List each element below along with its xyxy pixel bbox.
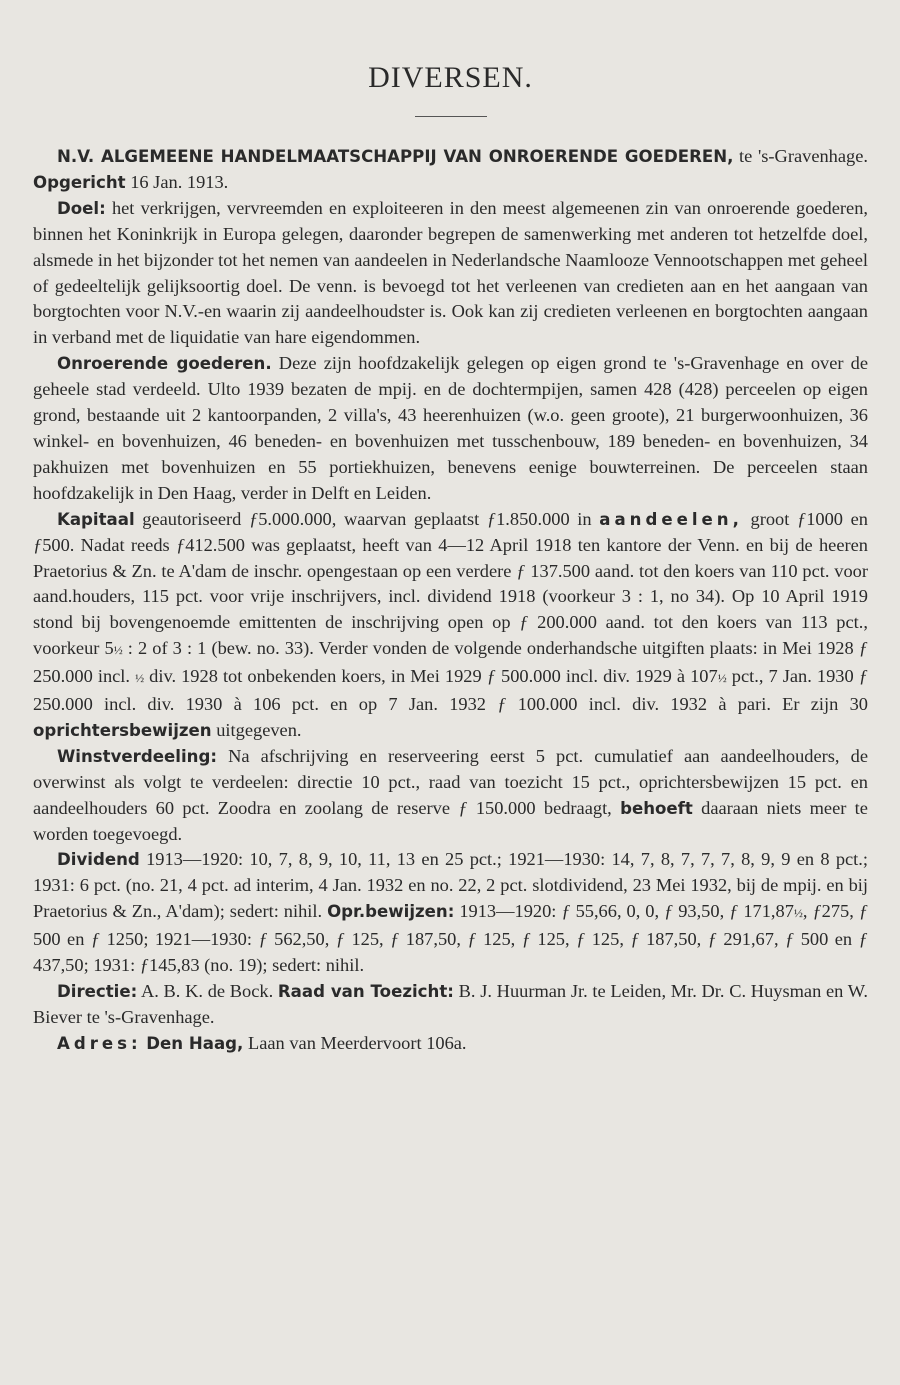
- florin-sign: ƒ: [561, 901, 571, 922]
- dividend-value: 500 en: [800, 929, 853, 950]
- dividend-value: 125,: [537, 929, 570, 950]
- florin-sign: ƒ: [258, 929, 268, 950]
- florin-sign: ƒ: [467, 929, 477, 950]
- florin-sign: ƒ: [139, 955, 149, 976]
- kapitaal-label: Kapitaal: [57, 509, 135, 529]
- florin-sign: ƒ: [390, 929, 400, 950]
- dividend-text: 1913—1920: 10, 7, 8, 9, 10, 11, 13 en 25 pct.; 1921—1930: 14, 7, 8, 7, 7, 7, 8, 9, 9 en 8 pct.; 1931: 6 pct. (no. 21, 4 pct. ad interim, 4 Jan. 1932 en no. 22, 2 pct. slotdividend, 23 Mei 1932, bij de mpij. en bij Praetorius & Zn., A'dam); sedert: nihil.: [33, 849, 868, 922]
- florin-sign: ƒ: [707, 929, 717, 950]
- kapitaal-text: 500. Nadat reeds: [42, 534, 170, 555]
- fraction-half: ½: [717, 671, 727, 686]
- kapitaal-text: 250.000 incl. div. 1930 à 106 pct. en op 7 Jan. 1932: [33, 694, 486, 715]
- goederen-label: Onroerende goederen.: [57, 354, 272, 374]
- dividend-value: 125,: [591, 929, 624, 950]
- aandeelen-term: aandeelen,: [599, 509, 743, 529]
- founded-date: 16 Jan. 1913.: [130, 171, 229, 192]
- florin-sign: ƒ: [486, 508, 497, 529]
- dividend-text: 1913—1920:: [459, 901, 557, 922]
- directie-label: Directie:: [57, 982, 138, 1001]
- company-name: N.V. ALGEMEENE HANDELMAATSCHAPPIJ VAN ONROERENDE GOEDEREN,: [57, 147, 734, 166]
- kapitaal-text: 1.850.000 in: [496, 508, 592, 529]
- dividend-paragraph: Dividend 1913—1920: 10, 7, 8, 9, 10, 11, 13 en 25 pct.; 1921—1930: 14, 7, 8, 7, 7, 7, 8, 9, 9 en 8 pct.; 1931: 6 pct. (no. 21, 4 pct. ad interim, 4 Jan. 1932 en no. 22, 2 pct. slotdividend, 23 Mei 1932, bij de mpij. en bij Praetorius & Zn., A'dam); sedert: nihil. Opr.bewijzen: 1913—1920: ƒ 55,66, 0, 0, ƒ 93,50, ƒ 171,87½, ƒ275, ƒ 500 en ƒ 1250; 1921—1930: ƒ 562,50, ƒ 125, ƒ 187,50, ƒ 125, ƒ 125, ƒ 125, ƒ 187,50, ƒ 291,67, ƒ 500 en ƒ 437,50; 1931: ƒ145,83 (no. 19); sedert: nihil.: [33, 849, 869, 976]
- florin-sign: ƒ: [858, 638, 868, 659]
- kapitaal-text: groot: [750, 508, 790, 529]
- dividend-value: 562,50,: [274, 929, 330, 950]
- kapitaal-text: 5.000.000, waarvan geplaatst: [258, 508, 480, 529]
- dividend-value: 145,83 (no. 19); sedert: nihil.: [149, 955, 365, 976]
- goederen-paragraph: [33, 351, 868, 506]
- kapitaal-text: 250.000 incl.: [33, 666, 131, 687]
- directie-names: A. B. K. de Bock.: [140, 981, 274, 1001]
- florin-sign: ƒ: [335, 929, 345, 950]
- dividend-value: 171,87: [743, 901, 794, 922]
- florin-sign: ƒ: [175, 534, 186, 555]
- page-title: DIVERSEN.: [368, 61, 533, 94]
- doel-paragraph: [33, 196, 868, 351]
- kapitaal-text: geautoriseerd: [142, 508, 242, 529]
- raad-names: B. J. Huurman Jr. te Leiden, Mr. Dr. C. Huysman en W. Biever te 's-Gravenhage.: [33, 981, 868, 1027]
- dividend-value: 187,50,: [646, 929, 702, 950]
- fraction-half: ½: [135, 671, 145, 686]
- company-entry: [33, 144, 868, 1057]
- florin-sign: ƒ: [729, 901, 739, 922]
- dividend-value: 1250; 1921—1930:: [106, 929, 252, 950]
- kapitaal-text: div. 1928 tot onbekenden koers, in Mei 1929: [149, 666, 482, 687]
- title-divider: [415, 116, 487, 117]
- dividend-value: 291,67,: [723, 929, 779, 950]
- dividend-value: 275,: [821, 901, 854, 922]
- kapitaal-text: pct., 7 Jan. 1930: [731, 666, 854, 687]
- fraction-half: ½: [793, 906, 803, 921]
- founded-label: Opgericht: [33, 172, 126, 192]
- kapitaal-paragraph: [33, 507, 868, 744]
- company-place: te 's-Gravenhage.: [739, 146, 868, 166]
- florin-sign: ƒ: [858, 666, 868, 687]
- winst-text: daaraan niets meer te worden toegevoegd.: [33, 797, 868, 844]
- behoeft-term: behoeft: [620, 798, 693, 818]
- winst-text: Na afschrijving en reserveering eerst 5 pct. cumulatief aan aandeelhouders, de overwinst als volgt te verdeelen: directie 10 pct., raad van toezicht 15 pct., oprichtersbewijzen 15 pct. en aandeelhouders 60 pct. Zoodra en zoolang de reserve: [33, 745, 868, 818]
- florin-sign: ƒ: [521, 929, 531, 950]
- dividend-value: 500 en: [33, 929, 85, 950]
- kapitaal-text: 137.500 aand. tot den koers van 110 pct. voor aand.houders, 115 pct. voor vrije inschrijvers, incl. dividend 1918 (voorkeur 3 : 1, no 34). Op 10 April 1919 stond bij bovengenoemde emittenten de inschrijving open op: [33, 560, 868, 633]
- directie-paragraph: [33, 979, 868, 1031]
- dividend-label: Dividend: [57, 850, 140, 870]
- kapitaal-text: uitgegeven.: [216, 719, 302, 740]
- doel-text: het verkrijgen, vervreemden en exploiteeren in den meest algemeenen zin van onroerende goederen, binnen het Koninkrijk in Europa gelegen, daaronder begrepen de samenwerking met anderen tot hetzelfde doel, alsmede in het bijzonder tot het nemen van aandeelen in Nederlandsche Naamlooze Vennootschappen met geheel of gedeeltelijk gelijksoortig doel. De venn. is bevoegd tot het verleenen van credieten aan en het aangaan van borgtochten voor N.V.-en waarin zij aandeelhoudster is. Ook kan zij credieten verleenen en borgtochten aangaan in verband met de liquidatie van hare eigendommen.: [33, 197, 868, 348]
- dividend-value: 93,50,: [678, 901, 725, 922]
- florin-sign: ƒ: [486, 666, 496, 687]
- raad-label: Raad van Toezicht:: [277, 982, 454, 1001]
- adres-city: Den Haag,: [146, 1033, 244, 1053]
- florin-sign: ƒ: [858, 901, 869, 922]
- florin-sign: ƒ: [858, 929, 868, 950]
- florin-sign: ƒ: [90, 929, 101, 950]
- opr-bewijzen-label: Opr.bewijzen:: [327, 902, 455, 922]
- winst-paragraph: [33, 744, 868, 848]
- oprichtersbewijzen-term: oprichtersbewijzen: [33, 720, 212, 740]
- florin-sign: ƒ: [664, 901, 674, 922]
- dividend-value: 187,50,: [405, 929, 461, 950]
- florin-sign: ƒ: [785, 929, 795, 950]
- florin-sign: ƒ: [458, 797, 468, 818]
- dividend-value: 125,: [483, 929, 516, 950]
- kapitaal-text: : 2 of 3 : 1 (bew. no. 33). Verder vonden de volgende onderhandsche uitgiften plaats: in Mei 1928: [127, 638, 854, 659]
- dividend-value: 437,50; 1931:: [33, 955, 136, 976]
- company-header: [33, 144, 868, 196]
- winst-label: Winstverdeeling:: [57, 746, 217, 766]
- adres-label: Adres:: [57, 1033, 142, 1053]
- florin-sign: ƒ: [248, 508, 259, 529]
- florin-sign: ƒ: [516, 560, 526, 581]
- kapitaal-text: 412.500 was geplaatst, heeft van 4—12 April 1918 ten kantore der Venn. en bij de heeren Praetorius & Zn. te A'dam de inschr. opengestaan op een verdere: [33, 534, 868, 581]
- winst-text: 150.000 bedraagt,: [475, 797, 612, 818]
- florin-sign: ƒ: [576, 929, 586, 950]
- fraction-half: ½: [113, 643, 123, 658]
- florin-sign: ƒ: [519, 612, 529, 633]
- kapitaal-text: 1000 en: [806, 508, 868, 529]
- florin-sign: ƒ: [33, 534, 43, 555]
- kapitaal-text: 200.000 aand. tot den koers van 113 pct., voorkeur 5: [33, 612, 868, 659]
- doel-label: Doel:: [57, 198, 106, 218]
- goederen-text: Deze zijn hoofdzakelijk gelegen op eigen grond te 's-Gravenhage en over de geheele stad verdeeld. Ulto 1939 bezaten de mpij. en de dochtermpijen, samen 428 (428) perceelen op eigen grond, bestaande uit 2 kantoorpanden, 2 villa's, 43 heerenhuizen (w.o. geen groote), 21 burgerwoonhuizen, 36 winkel- en bovenhuizen, 46 beneden- en bovenhuizen met tusschenbouw, 189 beneden- en bovenhuizen, 34 pakhuizen met bovenhuizen en 55 portiekhuizen, benevens eenige bouwterreinen. De perceelen staan hoofdzakelijk in Den Haag, verder in Delft en Leiden.: [33, 353, 868, 503]
- florin-sign: ƒ: [797, 508, 807, 529]
- kapitaal-text: 500.000 incl. div. 1929 à 107: [501, 666, 718, 687]
- kapitaal-text: 100.000 incl. div. 1932 à pari. Er zijn 30: [517, 694, 868, 715]
- adres-paragraph: [33, 1031, 868, 1057]
- florin-sign: ƒ: [630, 929, 640, 950]
- dividend-value: 125,: [351, 929, 384, 950]
- florin-sign: ƒ: [812, 901, 822, 922]
- dividend-value: 55,66, 0, 0,: [575, 901, 660, 922]
- florin-sign: ƒ: [497, 694, 507, 715]
- adres-street: Laan van Meerdervoort 106a.: [247, 1032, 467, 1053]
